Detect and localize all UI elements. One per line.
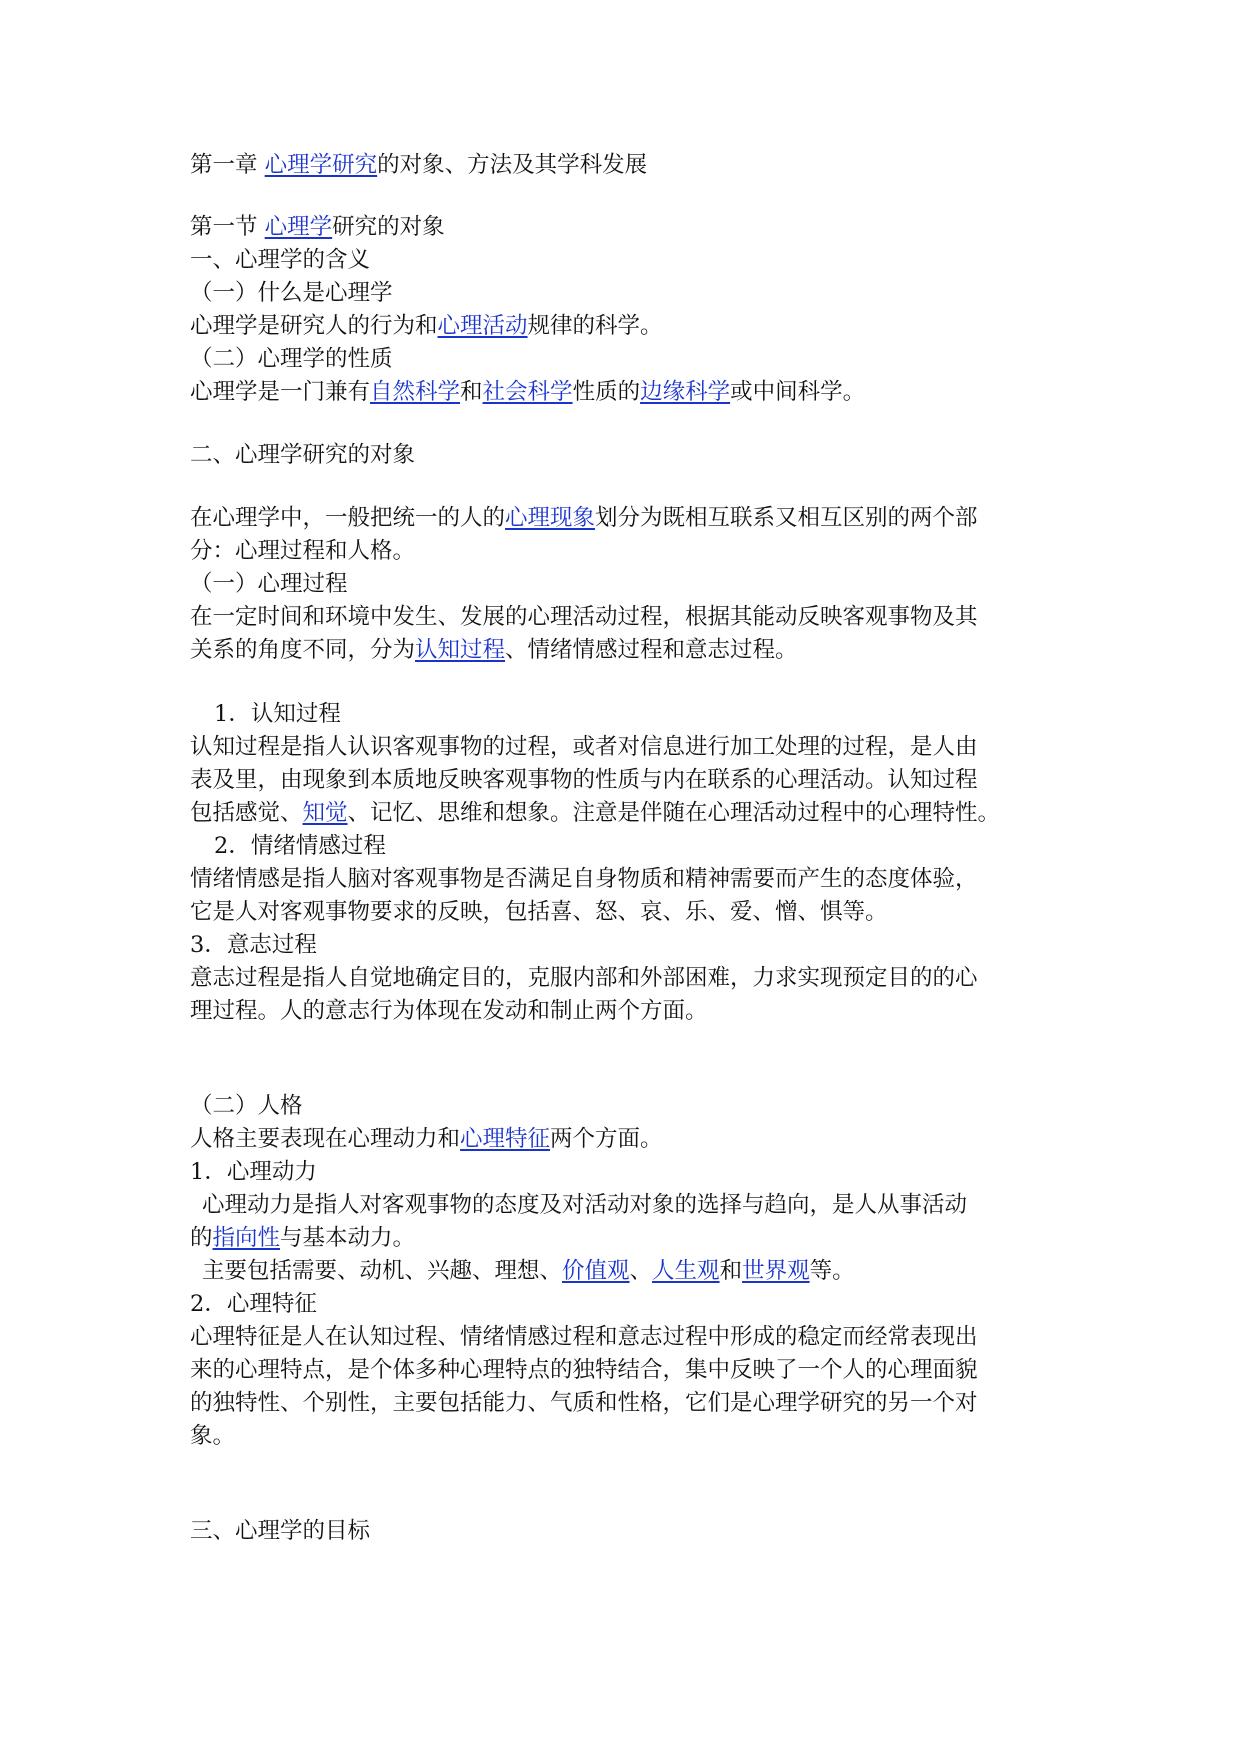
text: 划分为既相互联系又相互区别的两个部 [595, 505, 978, 531]
para-traits-line3: 的独特性、个别性，主要包括能力、气质和性格，它们是心理学研究的另一个对 [190, 1390, 978, 1416]
heading-process: （一）心理过程 [190, 571, 348, 597]
section-suffix: 研究的对象 [332, 214, 445, 240]
para-emotion-line1: 情绪情感是指人脑对客观事物是否满足自身物质和精神需要而产生的态度体验， [190, 866, 978, 892]
link-psychology-research[interactable]: 心理学研究 [264, 152, 378, 178]
link-natural-science[interactable]: 自然科学 [370, 379, 461, 405]
para-traits-line2: 来的心理特点，是个体多种心理特点的独特结合，集中反映了一个人的心理面貌 [190, 1357, 978, 1383]
para-personality [190, 1123, 663, 1156]
chapter-suffix: 的对象、方法及其学科发展 [377, 152, 648, 178]
para-cognition-line3 [190, 797, 1000, 830]
link-borderline-science[interactable]: 边缘科学 [640, 379, 731, 405]
text: 关系的角度不同，分为 [190, 637, 416, 663]
para-process-line1: 在一定时间和环境中发生、发展的心理活动过程，根据其能动反映客观事物及其 [190, 604, 978, 630]
text: 与基本动力。 [280, 1225, 416, 1251]
heading-personality: （二）人格 [190, 1093, 303, 1119]
para-will-line1: 意志过程是指人自觉地确定目的，克服内部和外部困难，力求实现预定目的的心 [190, 965, 978, 991]
link-outlook-on-life[interactable]: 人生观 [652, 1258, 720, 1284]
text: 性质的 [572, 379, 641, 405]
heading-traits: 2．心理特征 [190, 1291, 317, 1317]
para-cognition-line2: 表及里，由现象到本质地反映客观事物的性质与内在联系的心理活动。认知过程 [190, 767, 978, 793]
chapter-prefix: 第一章 [190, 152, 265, 178]
link-cognitive-process[interactable]: 认知过程 [415, 637, 506, 663]
heading-object: 二、心理学研究的对象 [190, 442, 416, 468]
heading-cognition: 1．认知过程 [214, 701, 341, 727]
para-dynamics-line3 [202, 1255, 855, 1288]
heading-nature: （二）心理学的性质 [190, 346, 393, 372]
para-traits-line4: 象。 [190, 1423, 236, 1449]
text: 包括感觉、 [190, 800, 303, 826]
text: 在心理学中，一般把统一的人的 [190, 505, 506, 531]
link-psychology[interactable]: 心理学 [264, 214, 333, 240]
para-emotion-line2: 它是人对客观事物要求的反映，包括喜、怒、哀、乐、爱、憎、惧等。 [190, 899, 888, 925]
para-will-line2: 理过程。人的意志行为体现在发动和制止两个方面。 [190, 998, 708, 1024]
link-mental-activity[interactable]: 心理活动 [437, 313, 528, 339]
section-prefix: 第一节 [190, 214, 265, 240]
text: 等。 [809, 1258, 855, 1284]
text: 的 [190, 1225, 213, 1251]
para-definition [190, 310, 663, 343]
heading-dynamics: 1．心理动力 [190, 1159, 317, 1185]
text: 主要包括需要、动机、兴趣、理想、 [202, 1258, 563, 1284]
text: 和 [719, 1258, 743, 1284]
para-process-line2 [190, 634, 798, 667]
text: 或中间科学。 [730, 379, 866, 405]
heading-meaning: 一、心理学的含义 [190, 247, 371, 273]
text: 两个方面。 [550, 1126, 663, 1152]
heading-what-is: （一）什么是心理学 [190, 280, 393, 306]
para-cognition-line1: 认知过程是指人认识客观事物的过程，或者对信息进行加工处理的过程，是人由 [190, 734, 978, 760]
text: 心理学是一门兼有 [190, 379, 371, 405]
para-traits-line1: 心理特征是人在认知过程、情绪情感过程和意志过程中形成的稳定而经常表现出 [190, 1324, 978, 1350]
text: 规律的科学。 [527, 313, 663, 339]
para-object-line2: 分：心理过程和人格。 [190, 538, 416, 564]
heading-goals: 三、心理学的目标 [190, 1518, 371, 1544]
text: 和 [460, 379, 483, 405]
chapter-title [190, 149, 647, 182]
para-nature [190, 376, 865, 409]
para-dynamics-line1: 心理动力是指人对客观事物的态度及对活动对象的选择与趋向，是人从事活动 [202, 1192, 968, 1218]
heading-will: 3．意志过程 [190, 932, 317, 958]
link-worldview[interactable]: 世界观 [742, 1258, 810, 1284]
section-title [190, 211, 445, 244]
link-directionality[interactable]: 指向性 [212, 1225, 281, 1251]
text: 、情绪情感过程和意志过程。 [505, 637, 798, 663]
text: 、 [629, 1258, 653, 1284]
para-object-line1 [190, 502, 978, 535]
link-perception[interactable]: 知觉 [302, 800, 348, 826]
para-dynamics-line2 [190, 1222, 415, 1255]
link-psychological-traits[interactable]: 心理特征 [460, 1126, 551, 1152]
link-values[interactable]: 价值观 [562, 1258, 630, 1284]
link-mental-phenomena[interactable]: 心理现象 [505, 505, 596, 531]
heading-emotion: 2．情绪情感过程 [214, 833, 386, 859]
text: 心理学是研究人的行为和 [190, 313, 438, 339]
text: 人格主要表现在心理动力和 [190, 1126, 461, 1152]
link-social-science[interactable]: 社会科学 [482, 379, 573, 405]
text: 、记忆、思维和想象。注意是伴随在心理活动过程中的心理特性。 [347, 800, 1001, 826]
